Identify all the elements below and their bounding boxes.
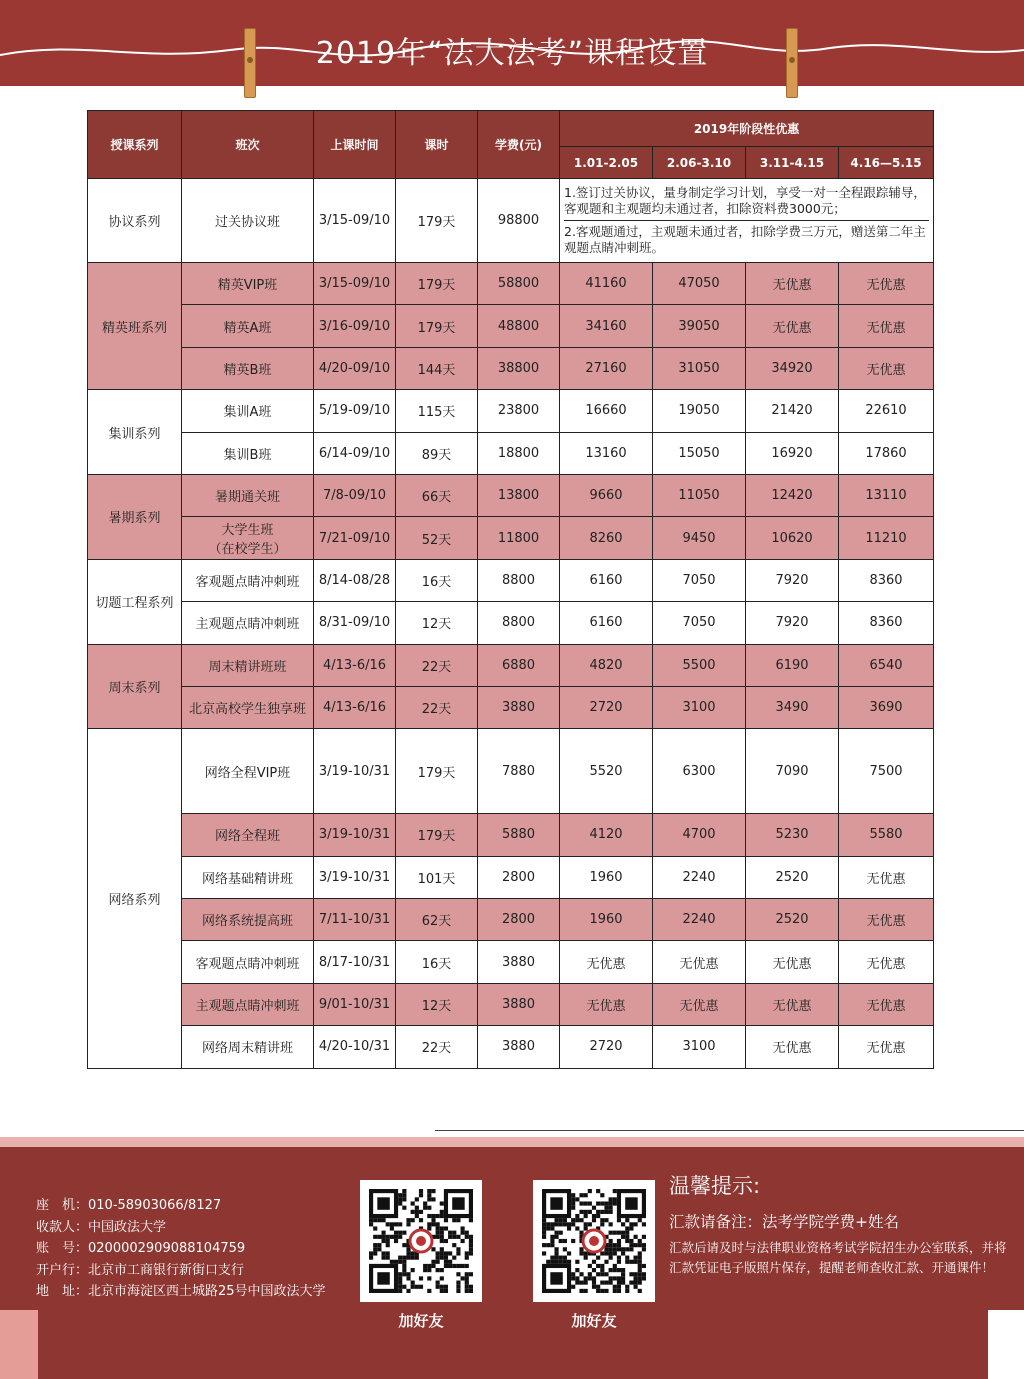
discount-cell: 8260 <box>560 517 653 559</box>
series-cell: 协议系列 <box>88 179 182 263</box>
discount-cell: 1960 <box>560 899 653 941</box>
hours-cell: 144天 <box>396 347 478 389</box>
time-cell: 7/21-09/10 <box>314 517 396 559</box>
table-row <box>88 474 934 516</box>
time-cell: 7/11-10/31 <box>314 899 396 941</box>
discount-cell: 3100 <box>653 686 746 728</box>
fee-cell: 6880 <box>478 644 560 686</box>
class-cell: 主观题点睛冲刺班 <box>182 602 314 644</box>
class-cell: 网络基础精讲班 <box>182 856 314 898</box>
time-cell: 3/19-10/31 <box>314 856 396 898</box>
qr-code-icon <box>542 1189 646 1293</box>
contact-address: 地 址：北京市海淀区西土城路25号中国政法大学 <box>36 1284 326 1299</box>
discount-cell: 无优惠 <box>839 347 934 389</box>
discount-cell: 4700 <box>653 814 746 856</box>
discount-cell: 34160 <box>560 305 653 347</box>
discount-cell: 无优惠 <box>839 1026 934 1068</box>
course-table-body <box>88 179 934 1069</box>
discount-cell: 27160 <box>560 347 653 389</box>
discount-cell: 4820 <box>560 644 653 686</box>
qr-code-1[interactable] <box>360 1180 482 1302</box>
discount-cell: 3100 <box>653 1026 746 1068</box>
hours-cell: 22天 <box>396 1026 478 1068</box>
table-row <box>88 686 934 728</box>
time-cell: 5/19-09/10 <box>314 390 396 432</box>
fee-cell: 3880 <box>478 983 560 1025</box>
class-cell: 过关协议班 <box>182 179 314 263</box>
footer-corner-white <box>988 1310 1024 1379</box>
header-time: 上课时间 <box>314 111 396 179</box>
header-series: 授课系列 <box>88 111 182 179</box>
hours-cell: 62天 <box>396 899 478 941</box>
series-cell: 周末系列 <box>88 644 182 729</box>
discount-cell: 无优惠 <box>653 941 746 983</box>
discount-cell: 22610 <box>839 390 934 432</box>
discount-cell: 6300 <box>653 729 746 814</box>
hours-cell: 16天 <box>396 559 478 601</box>
discount-cell: 6190 <box>746 644 839 686</box>
fee-cell: 2800 <box>478 899 560 941</box>
time-cell: 6/14-09/10 <box>314 432 396 474</box>
fee-cell: 38800 <box>478 347 560 389</box>
agreement-note-1: 1.签订过关协议，量身制定学习计划，享受一对一全程跟踪辅导，客观题和主观题均未通过者，扣除资料费3000元； <box>564 185 926 216</box>
class-cell: 精英A班 <box>182 305 314 347</box>
fee-cell: 13800 <box>478 474 560 516</box>
header-fee: 学费(元) <box>478 111 560 179</box>
discount-cell: 6540 <box>839 644 934 686</box>
fee-cell: 5880 <box>478 814 560 856</box>
discount-cell: 9660 <box>560 474 653 516</box>
class-cell: 客观题点睛冲刺班 <box>182 941 314 983</box>
clothespin-left <box>244 28 256 98</box>
hours-cell: 16天 <box>396 941 478 983</box>
hours-cell: 179天 <box>396 305 478 347</box>
time-cell: 4/20-10/31 <box>314 1026 396 1068</box>
course-table <box>87 110 934 1069</box>
discount-cell: 1960 <box>560 856 653 898</box>
contact-phone: 座 机：010-58903066/8127 <box>36 1198 222 1213</box>
hours-cell: 89天 <box>396 432 478 474</box>
table-row <box>88 729 934 814</box>
hours-cell: 179天 <box>396 179 478 263</box>
table-row <box>88 517 934 559</box>
discount-cell: 无优惠 <box>839 941 934 983</box>
contact-account: 账 号：0200002909088104759 <box>36 1241 246 1256</box>
header-banner <box>0 0 1024 86</box>
discount-cell: 8360 <box>839 602 934 644</box>
fee-cell: 8800 <box>478 602 560 644</box>
discount-cell: 7050 <box>653 559 746 601</box>
discount-cell: 无优惠 <box>746 941 839 983</box>
discount-cell: 无优惠 <box>746 983 839 1025</box>
table-row <box>88 941 934 983</box>
class-cell: 精英B班 <box>182 347 314 389</box>
series-cell: 暑期系列 <box>88 474 182 559</box>
table-row <box>88 559 934 601</box>
time-cell: 8/14-08/28 <box>314 559 396 601</box>
time-cell: 3/19-10/31 <box>314 814 396 856</box>
fee-cell: 48800 <box>478 305 560 347</box>
table-row <box>88 983 934 1025</box>
fee-cell: 18800 <box>478 432 560 474</box>
hours-cell: 115天 <box>396 390 478 432</box>
fee-cell: 7880 <box>478 729 560 814</box>
header-period-1: 1.01-2.05 <box>560 147 653 179</box>
tips-remark: 汇款请备注：法考学院学费+姓名 <box>669 1213 899 1231</box>
fee-cell: 8800 <box>478 559 560 601</box>
table-row <box>88 432 934 474</box>
discount-cell: 13110 <box>839 474 934 516</box>
discount-cell: 2520 <box>746 899 839 941</box>
discount-cell: 5230 <box>746 814 839 856</box>
footer-corner-accent <box>0 1310 38 1379</box>
discount-cell: 无优惠 <box>746 305 839 347</box>
time-cell: 7/8-09/10 <box>314 474 396 516</box>
discount-cell: 34920 <box>746 347 839 389</box>
table-row <box>88 347 934 389</box>
hours-cell: 12天 <box>396 983 478 1025</box>
hours-cell: 12天 <box>396 602 478 644</box>
discount-cell: 11050 <box>653 474 746 516</box>
time-cell: 3/15-09/10 <box>314 179 396 263</box>
class-cell: 集训B班 <box>182 432 314 474</box>
discount-cell: 无优惠 <box>746 263 839 305</box>
discount-cell: 无优惠 <box>560 941 653 983</box>
discount-cell: 5580 <box>839 814 934 856</box>
discount-cell: 2720 <box>560 1026 653 1068</box>
qr-label-1: 加好友 <box>398 1312 444 1330</box>
divider-line <box>435 1130 1024 1131</box>
contact-info <box>36 1195 326 1303</box>
discount-cell: 19050 <box>653 390 746 432</box>
discount-cell: 无优惠 <box>560 983 653 1025</box>
discount-cell: 5500 <box>653 644 746 686</box>
discount-cell: 3690 <box>839 686 934 728</box>
contact-payee: 收款人：中国政法大学 <box>36 1219 167 1235</box>
discount-cell: 7050 <box>653 602 746 644</box>
discount-cell: 无优惠 <box>839 305 934 347</box>
hours-cell: 179天 <box>396 814 478 856</box>
discount-cell: 17860 <box>839 432 934 474</box>
discount-cell: 31050 <box>653 347 746 389</box>
discount-cell: 无优惠 <box>746 1026 839 1068</box>
discount-cell: 15050 <box>653 432 746 474</box>
series-cell: 切题工程系列 <box>88 559 182 644</box>
page-title: 2019年“法大法考”课程设置 <box>315 36 709 71</box>
fee-cell: 23800 <box>478 390 560 432</box>
class-cell: 网络系统提高班 <box>182 899 314 941</box>
discount-cell: 无优惠 <box>839 856 934 898</box>
table-row <box>88 602 934 644</box>
header-discount-group: 2019年阶段性优惠 <box>560 111 934 147</box>
class-cell: 集训A班 <box>182 390 314 432</box>
qr-code-2[interactable] <box>533 1180 655 1302</box>
hours-cell: 179天 <box>396 729 478 814</box>
class-cell: 网络周末精讲班 <box>182 1026 314 1068</box>
discount-cell: 16920 <box>746 432 839 474</box>
discount-cell: 13160 <box>560 432 653 474</box>
class-cell: 暑期通关班 <box>182 474 314 516</box>
table-row <box>88 814 934 856</box>
time-cell: 3/19-10/31 <box>314 729 396 814</box>
discount-cell: 2720 <box>560 686 653 728</box>
discount-cell: 9450 <box>653 517 746 559</box>
discount-cell: 无优惠 <box>839 263 934 305</box>
fee-cell: 2800 <box>478 856 560 898</box>
header-hours: 课时 <box>396 111 478 179</box>
table-row <box>88 899 934 941</box>
fee-cell: 58800 <box>478 263 560 305</box>
tips-panel <box>669 1170 1014 1278</box>
discount-cell: 5520 <box>560 729 653 814</box>
discount-cell: 41160 <box>560 263 653 305</box>
hours-cell: 179天 <box>396 263 478 305</box>
class-cell: 主观题点睛冲刺班 <box>182 983 314 1025</box>
time-cell: 4/13-6/16 <box>314 686 396 728</box>
time-cell: 8/31-09/10 <box>314 602 396 644</box>
class-cell: 客观题点睛冲刺班 <box>182 559 314 601</box>
hours-cell: 52天 <box>396 517 478 559</box>
fee-cell: 11800 <box>478 517 560 559</box>
discount-cell: 7090 <box>746 729 839 814</box>
class-cell: 网络全程班 <box>182 814 314 856</box>
time-cell: 9/01-10/31 <box>314 983 396 1025</box>
table-row <box>88 390 934 432</box>
class-cell: 大学生班 （在校学生） <box>182 517 314 559</box>
discount-cell: 12420 <box>746 474 839 516</box>
time-cell: 8/17-10/31 <box>314 941 396 983</box>
discount-cell: 11210 <box>839 517 934 559</box>
clothespin-right <box>786 28 798 98</box>
hours-cell: 22天 <box>396 686 478 728</box>
series-cell: 网络系列 <box>88 729 182 1068</box>
discount-cell: 7920 <box>746 559 839 601</box>
hours-cell: 66天 <box>396 474 478 516</box>
agreement-note-2: 2.客观题通过，主观题未通过者，扣除学费三万元，赠送第二年主观题点睛冲刺班。 <box>564 220 929 259</box>
discount-cell: 无优惠 <box>653 983 746 1025</box>
discount-cell: 8360 <box>839 559 934 601</box>
table-row <box>88 305 934 347</box>
discount-cell: 7500 <box>839 729 934 814</box>
discount-cell: 16660 <box>560 390 653 432</box>
time-cell: 4/20-09/10 <box>314 347 396 389</box>
discount-cell: 6160 <box>560 602 653 644</box>
tips-title: 温馨提示: <box>669 1174 761 1198</box>
header-period-3: 3.11-4.15 <box>746 147 839 179</box>
fee-cell: 3880 <box>478 1026 560 1068</box>
hours-cell: 101天 <box>396 856 478 898</box>
header-period-4: 4.16—5.15 <box>839 147 934 179</box>
discount-cell: 10620 <box>746 517 839 559</box>
fee-cell: 3880 <box>478 686 560 728</box>
table-row <box>88 856 934 898</box>
discount-cell: 6160 <box>560 559 653 601</box>
qr-code-icon <box>369 1189 473 1293</box>
table-row <box>88 644 934 686</box>
table-row <box>88 1026 934 1068</box>
header-class: 班次 <box>182 111 314 179</box>
discount-cell: 3490 <box>746 686 839 728</box>
discount-cell: 39050 <box>653 305 746 347</box>
series-cell: 精英班系列 <box>88 263 182 390</box>
time-cell: 3/16-09/10 <box>314 305 396 347</box>
fee-cell: 3880 <box>478 941 560 983</box>
discount-cell: 7920 <box>746 602 839 644</box>
discount-cell: 2520 <box>746 856 839 898</box>
class-cell: 网络全程VIP班 <box>182 729 314 814</box>
contact-bank: 开户行：北京市工商银行新街口支行 <box>36 1262 245 1278</box>
class-cell: 精英VIP班 <box>182 263 314 305</box>
hours-cell: 22天 <box>396 644 478 686</box>
header-period-2: 2.06-3.10 <box>653 147 746 179</box>
table-row <box>88 263 934 305</box>
time-cell: 3/15-09/10 <box>314 263 396 305</box>
discount-cell: 2240 <box>653 899 746 941</box>
agreement-notes <box>560 179 934 263</box>
time-cell: 4/13-6/16 <box>314 644 396 686</box>
class-cell: 北京高校学生独享班 <box>182 686 314 728</box>
discount-cell: 无优惠 <box>839 983 934 1025</box>
discount-cell: 2240 <box>653 856 746 898</box>
discount-cell: 无优惠 <box>839 899 934 941</box>
qr-label-2: 加好友 <box>571 1312 617 1330</box>
table-row-agreement <box>88 179 934 263</box>
discount-cell: 47050 <box>653 263 746 305</box>
discount-cell: 21420 <box>746 390 839 432</box>
footer-band <box>0 1137 1024 1147</box>
class-cell: 周末精讲班班 <box>182 644 314 686</box>
discount-cell: 4120 <box>560 814 653 856</box>
tips-body: 汇款后请及时与法律职业资格考试学院招生办公室联系，并将汇款凭证电子版照片保存，提醒老师查收汇款、开通课件！ <box>669 1240 1007 1275</box>
course-table-wrapper <box>87 110 933 1069</box>
series-cell: 集训系列 <box>88 390 182 475</box>
fee-cell: 98800 <box>478 179 560 263</box>
